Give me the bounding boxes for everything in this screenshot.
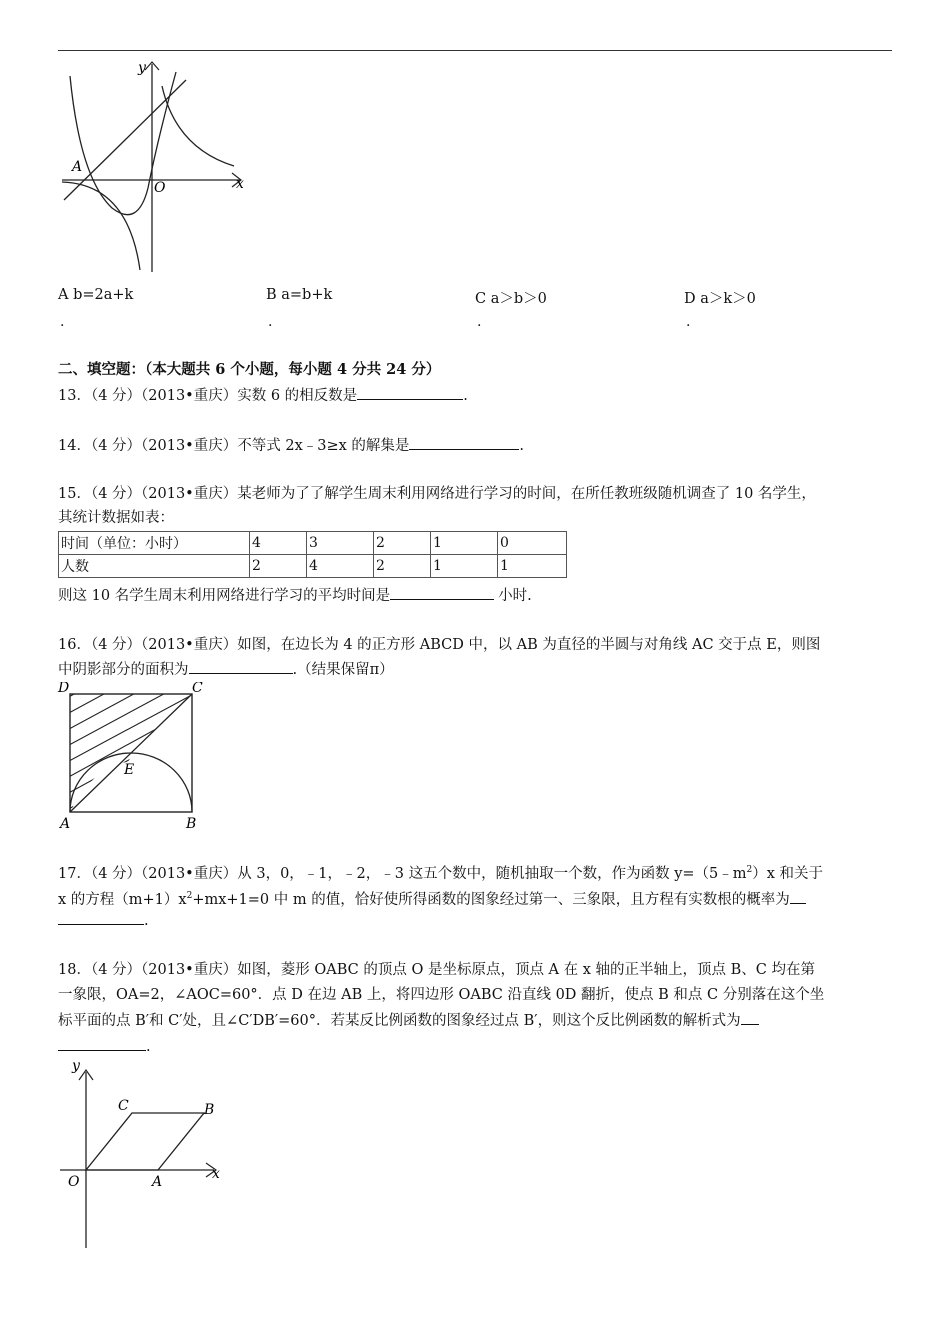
table-cell: 人数: [59, 555, 250, 578]
table-row: [59, 555, 567, 578]
vertex-b-label: B: [204, 1102, 215, 1118]
vertex-c-label: C: [192, 682, 203, 696]
table-cell: 时间（单位：小时）: [59, 532, 250, 555]
rhombus-figure: [56, 1058, 236, 1254]
answer-blank: [390, 585, 494, 600]
choice-b: B a=b+k: [266, 287, 333, 303]
vertex-d-label: D: [58, 682, 70, 696]
table-cell: 2: [250, 555, 307, 578]
answer-blank: [58, 1036, 146, 1051]
linear-function-line: [64, 80, 186, 200]
question-15-line2: 其统计数据如表：: [58, 510, 174, 526]
vertex-b-label: B: [186, 816, 197, 832]
y-axis-label: y: [72, 1058, 80, 1074]
choice-b-dot: .: [268, 314, 273, 330]
y-axis-label: y: [138, 60, 146, 76]
choice-d: D a＞k＞0: [684, 291, 756, 307]
table-row: [59, 532, 567, 555]
question-15-line1: 15．（4 分）（2013•重庆）某老师为了了解学生周末利用网络进行学习的时间，在所任教班级随机调查了 10 名学生，: [58, 486, 816, 502]
hyperbola-branch-upper: [162, 86, 234, 166]
question-17-line1: 17．（4 分）（2013•重庆）从 3，0，﹣1，﹣2，﹣3 这五个数中，随机抽取一个数，作为函数 $y=(5﹣m^2)x$ 和关于: [58, 865, 824, 882]
point-e-label: E: [124, 762, 135, 778]
choice-c: C a＞b＞0: [475, 291, 547, 307]
question-15-line3: 则这 10 名学生周末利用网络进行学习的平均时间是 小时.: [58, 585, 532, 606]
question-14: 14．（4 分）（2013•重庆）不等式 2x﹣3≥x 的解集是 .: [58, 435, 524, 456]
question-13: 13．（4 分）（2013•重庆）实数 6 的相反数是 .: [58, 385, 468, 406]
question-17-line3: .: [58, 910, 149, 931]
table-cell: 0: [498, 532, 567, 555]
vertex-a-label: A: [152, 1174, 163, 1190]
function-graph-figure: [58, 58, 258, 278]
answer-blank: [58, 910, 144, 925]
origin-label: O: [154, 180, 166, 196]
table-cell: 4: [250, 532, 307, 555]
question-18-line2: 一象限，OA=2，∠AOC=60°．点 D 在边 AB 上，将四边形 OABC 沿直线 0D 翻折，使点 B 和点 C 分别落在这个坐: [58, 987, 825, 1003]
origin-label: O: [68, 1174, 80, 1190]
choice-d-dot: .: [686, 314, 691, 330]
question-18-line3: 标平面的点 B′和 C′处，且∠C′DB′=60°．若某反比例函数的图象经过点 B′，则这个反比例函数的解析式为: [58, 1010, 759, 1031]
section-title: 二、填空题：（本大题共 6 个小题，每小题 4 分共 24 分）: [58, 361, 441, 378]
question-18-line1: 18．（4 分）（2013•重庆）如图，菱形 OABC 的顶点 O 是坐标原点，顶点 A 在 x 轴的正半轴上，顶点 B、C 均在第: [58, 962, 815, 978]
table-cell: 1: [431, 532, 498, 555]
choice-a: A b=2a+k: [58, 287, 134, 303]
question-17-line2: x 的方程$(m+1)x^2+mx+1=0$ 中 m 的值，恰好使所得函数的图象经过第一、三象限，且方程有实数根的概率为: [58, 886, 806, 910]
answer-blank: [189, 659, 293, 674]
table-cell: 2: [374, 532, 431, 555]
vertex-c-label: C: [118, 1098, 129, 1114]
header-rule: [58, 50, 892, 51]
choice-a-dot: .: [60, 314, 65, 330]
table-cell: 1: [431, 555, 498, 578]
vertex-a-label: A: [60, 816, 71, 832]
choice-c-dot: .: [477, 314, 482, 330]
x-axis-label: x: [212, 1166, 220, 1182]
answer-blank: [409, 435, 519, 450]
answer-blank: [357, 385, 463, 400]
x-axis-label: x: [236, 176, 244, 192]
statistics-table: [58, 531, 567, 578]
square-semicircle-figure: [56, 682, 216, 832]
point-a-label: A: [72, 159, 83, 175]
table-cell: 4: [307, 555, 374, 578]
question-16-line1: 16．（4 分）（2013•重庆）如图，在边长为 4 的正方形 ABCD 中，以 AB 为直径的半圆与对角线 AC 交于点 E，则图: [58, 637, 821, 653]
table-cell: 1: [498, 555, 567, 578]
question-16-line2: 中阴影部分的面积为 .（结果保留π）: [58, 659, 394, 680]
rhombus-oabc: [86, 1113, 204, 1170]
answer-blank: [741, 1010, 759, 1025]
answer-blank: [790, 889, 806, 904]
question-18-line4: .: [58, 1036, 151, 1057]
table-cell: 2: [374, 555, 431, 578]
table-cell: 3: [307, 532, 374, 555]
